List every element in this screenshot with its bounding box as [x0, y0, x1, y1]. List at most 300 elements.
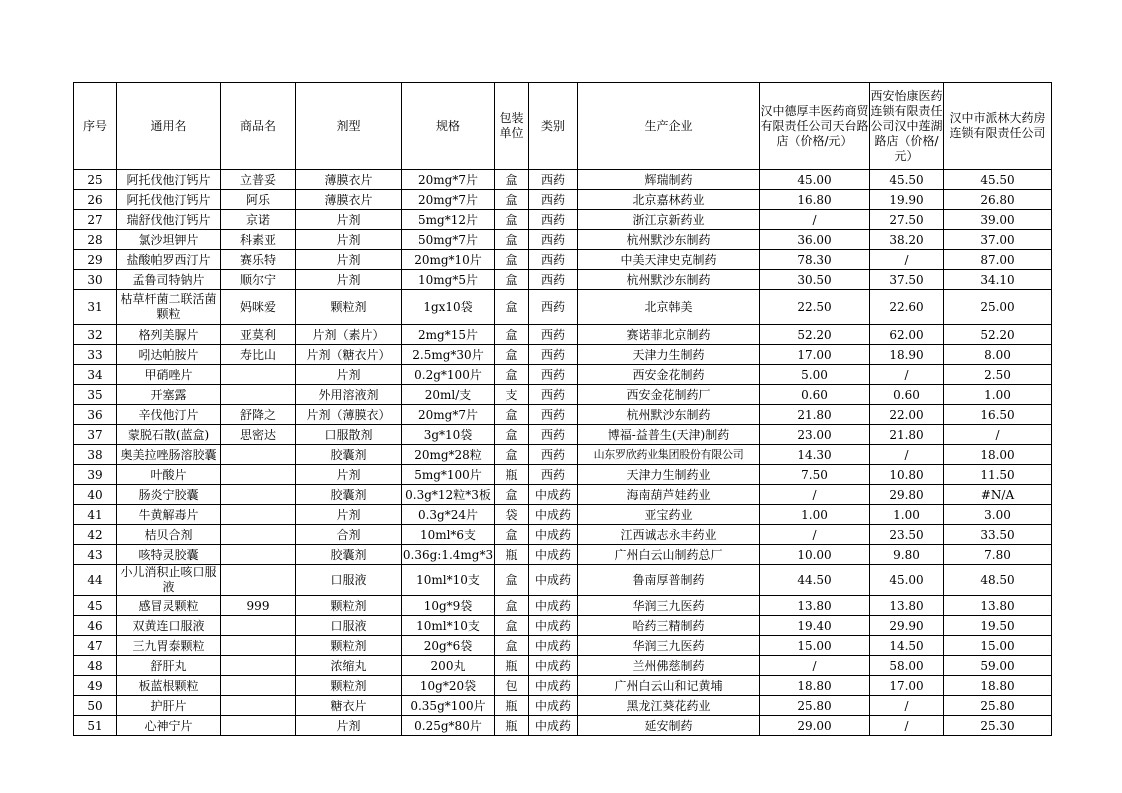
cell-price-pailin: 25.30 — [944, 716, 1052, 736]
cell-price-yikang: / — [870, 445, 944, 465]
cell-price-pailin: 18.00 — [944, 445, 1052, 465]
cell-brand-name: 999 — [221, 596, 296, 616]
cell-category: 中成药 — [529, 485, 578, 505]
cell-price-yikang: 14.50 — [870, 636, 944, 656]
cell-price-dehoufeng: 21.80 — [760, 405, 870, 425]
header-row — [74, 83, 1052, 170]
cell-price-dehoufeng: 52.20 — [760, 325, 870, 345]
cell-dosage-form: 片剂 — [296, 465, 402, 485]
cell-generic-name: 蒙脱石散(蓝盒) — [117, 425, 221, 445]
header-price-pailin: 汉中市派林大药房连锁有限责任公司 — [944, 83, 1052, 170]
cell-pack-unit: 瓶 — [495, 545, 529, 565]
cell-seq: 29 — [74, 250, 117, 270]
cell-generic-name: 心神宁片 — [117, 716, 221, 736]
cell-manufacturer: 北京嘉林药业 — [578, 190, 760, 210]
cell-category: 西药 — [529, 325, 578, 345]
cell-brand-name — [221, 636, 296, 656]
cell-brand-name: 寿比山 — [221, 345, 296, 365]
cell-price-yikang: 22.60 — [870, 290, 944, 325]
cell-pack-unit: 盒 — [495, 170, 529, 190]
header-brand-name: 商品名 — [221, 83, 296, 170]
cell-category: 西药 — [529, 405, 578, 425]
cell-price-pailin: 45.50 — [944, 170, 1052, 190]
cell-price-yikang: 27.50 — [870, 210, 944, 230]
cell-manufacturer: 哈药三精制药 — [578, 616, 760, 636]
table-row — [74, 425, 1052, 445]
cell-seq: 35 — [74, 385, 117, 405]
table-row — [74, 636, 1052, 656]
cell-pack-unit: 盒 — [495, 616, 529, 636]
cell-dosage-form: 颗粒剂 — [296, 676, 402, 696]
cell-brand-name — [221, 465, 296, 485]
cell-manufacturer: 山东罗欣药业集团股份有限公司 — [578, 445, 760, 465]
cell-spec: 200丸 — [402, 656, 495, 676]
cell-price-yikang: 1.00 — [870, 505, 944, 525]
cell-seq: 38 — [74, 445, 117, 465]
cell-price-pailin: 26.80 — [944, 190, 1052, 210]
cell-dosage-form: 胶囊剂 — [296, 545, 402, 565]
cell-pack-unit: 盒 — [495, 405, 529, 425]
table-row — [74, 210, 1052, 230]
cell-price-yikang: 13.80 — [870, 596, 944, 616]
cell-brand-name: 亚莫利 — [221, 325, 296, 345]
cell-pack-unit: 包 — [495, 676, 529, 696]
cell-dosage-form: 颗粒剂 — [296, 596, 402, 616]
table-row — [74, 445, 1052, 465]
cell-pack-unit: 盒 — [495, 565, 529, 596]
cell-category: 中成药 — [529, 696, 578, 716]
cell-brand-name — [221, 565, 296, 596]
cell-dosage-form: 片剂 — [296, 210, 402, 230]
cell-category: 中成药 — [529, 656, 578, 676]
cell-pack-unit: 盒 — [495, 596, 529, 616]
cell-price-yikang: 58.00 — [870, 656, 944, 676]
cell-spec: 5mg*12片 — [402, 210, 495, 230]
cell-seq: 26 — [74, 190, 117, 210]
cell-category: 中成药 — [529, 716, 578, 736]
cell-manufacturer: 江西诚志永丰药业 — [578, 525, 760, 545]
cell-pack-unit: 盒 — [495, 445, 529, 465]
cell-price-pailin: 3.00 — [944, 505, 1052, 525]
table-row — [74, 365, 1052, 385]
cell-price-pailin: 13.80 — [944, 596, 1052, 616]
cell-spec: 20mg*10片 — [402, 250, 495, 270]
cell-price-dehoufeng: 14.30 — [760, 445, 870, 465]
cell-seq: 49 — [74, 676, 117, 696]
cell-generic-name: 枯草杆菌二联活菌颗粒 — [117, 290, 221, 325]
cell-generic-name: 双黄连口服液 — [117, 616, 221, 636]
cell-pack-unit: 盒 — [495, 190, 529, 210]
table-row — [74, 405, 1052, 425]
cell-pack-unit: 瓶 — [495, 656, 529, 676]
cell-pack-unit: 盒 — [495, 485, 529, 505]
cell-generic-name: 阿托伐他汀钙片 — [117, 190, 221, 210]
cell-generic-name: 感冒灵颗粒 — [117, 596, 221, 616]
table-row — [74, 505, 1052, 525]
cell-spec: 0.35g*100片 — [402, 696, 495, 716]
cell-generic-name: 三九胃泰颗粒 — [117, 636, 221, 656]
cell-category: 西药 — [529, 445, 578, 465]
cell-price-pailin: 25.00 — [944, 290, 1052, 325]
cell-pack-unit: 盒 — [495, 210, 529, 230]
cell-seq: 34 — [74, 365, 117, 385]
cell-brand-name — [221, 616, 296, 636]
price-table — [73, 82, 1052, 736]
cell-category: 西药 — [529, 365, 578, 385]
cell-spec: 3g*10袋 — [402, 425, 495, 445]
header-category: 类别 — [529, 83, 578, 170]
cell-generic-name: 格列美脲片 — [117, 325, 221, 345]
cell-pack-unit: 瓶 — [495, 465, 529, 485]
cell-spec: 20mg*7片 — [402, 170, 495, 190]
cell-category: 中成药 — [529, 545, 578, 565]
cell-manufacturer: 延安制药 — [578, 716, 760, 736]
cell-price-dehoufeng: / — [760, 656, 870, 676]
cell-price-dehoufeng: 30.50 — [760, 270, 870, 290]
cell-price-pailin: 37.00 — [944, 230, 1052, 250]
cell-dosage-form: 浓缩丸 — [296, 656, 402, 676]
cell-price-pailin: 2.50 — [944, 365, 1052, 385]
cell-category: 中成药 — [529, 676, 578, 696]
cell-price-pailin: 39.00 — [944, 210, 1052, 230]
cell-price-pailin: 11.50 — [944, 465, 1052, 485]
cell-category: 西药 — [529, 385, 578, 405]
table-row — [74, 716, 1052, 736]
table-row — [74, 616, 1052, 636]
cell-price-pailin: 87.00 — [944, 250, 1052, 270]
cell-spec: 2mg*15片 — [402, 325, 495, 345]
cell-category: 西药 — [529, 230, 578, 250]
header-spec: 规格 — [402, 83, 495, 170]
cell-dosage-form: 片剂 — [296, 230, 402, 250]
cell-price-yikang: 9.80 — [870, 545, 944, 565]
cell-pack-unit: 盒 — [495, 425, 529, 445]
cell-manufacturer: 西安金花制药 — [578, 365, 760, 385]
cell-seq: 30 — [74, 270, 117, 290]
header-generic-name: 通用名 — [117, 83, 221, 170]
cell-generic-name: 孟鲁司特钠片 — [117, 270, 221, 290]
cell-dosage-form: 糖衣片 — [296, 696, 402, 716]
table-body — [74, 170, 1052, 736]
cell-brand-name: 顺尔宁 — [221, 270, 296, 290]
cell-manufacturer: 兰州佛慈制药 — [578, 656, 760, 676]
cell-price-dehoufeng: 19.40 — [760, 616, 870, 636]
cell-brand-name: 立普妥 — [221, 170, 296, 190]
cell-price-yikang: 37.50 — [870, 270, 944, 290]
table-row — [74, 170, 1052, 190]
cell-brand-name — [221, 485, 296, 505]
cell-price-pailin: #N/A — [944, 485, 1052, 505]
cell-price-yikang: 62.00 — [870, 325, 944, 345]
cell-price-pailin: 18.80 — [944, 676, 1052, 696]
cell-dosage-form: 胶囊剂 — [296, 485, 402, 505]
cell-generic-name: 肠炎宁胶囊 — [117, 485, 221, 505]
cell-spec: 10ml*10支 — [402, 565, 495, 596]
cell-spec: 10mg*5片 — [402, 270, 495, 290]
cell-price-pailin: 8.00 — [944, 345, 1052, 365]
cell-pack-unit: 支 — [495, 385, 529, 405]
cell-price-pailin: 25.80 — [944, 696, 1052, 716]
cell-price-dehoufeng: 23.00 — [760, 425, 870, 445]
cell-brand-name — [221, 385, 296, 405]
cell-price-dehoufeng: / — [760, 210, 870, 230]
cell-seq: 42 — [74, 525, 117, 545]
cell-generic-name: 奥美拉唑肠溶胶囊 — [117, 445, 221, 465]
cell-generic-name: 盐酸帕罗西汀片 — [117, 250, 221, 270]
cell-dosage-form: 片剂 — [296, 365, 402, 385]
cell-brand-name: 京诺 — [221, 210, 296, 230]
cell-brand-name — [221, 365, 296, 385]
cell-price-yikang: / — [870, 696, 944, 716]
cell-price-pailin: / — [944, 425, 1052, 445]
cell-generic-name: 甲硝唑片 — [117, 365, 221, 385]
cell-brand-name — [221, 545, 296, 565]
table-row — [74, 345, 1052, 365]
cell-generic-name: 咳特灵胶囊 — [117, 545, 221, 565]
cell-price-yikang: 45.50 — [870, 170, 944, 190]
cell-spec: 20g*6袋 — [402, 636, 495, 656]
cell-price-yikang: 29.80 — [870, 485, 944, 505]
table-row — [74, 465, 1052, 485]
cell-price-pailin: 34.10 — [944, 270, 1052, 290]
cell-spec: 0.2g*100片 — [402, 365, 495, 385]
cell-price-dehoufeng: 78.30 — [760, 250, 870, 270]
cell-dosage-form: 外用溶液剂 — [296, 385, 402, 405]
cell-brand-name: 妈咪爱 — [221, 290, 296, 325]
table-row — [74, 656, 1052, 676]
cell-price-yikang: 21.80 — [870, 425, 944, 445]
cell-price-dehoufeng: / — [760, 485, 870, 505]
cell-manufacturer: 广州白云山和记黄埔 — [578, 676, 760, 696]
cell-dosage-form: 片剂 — [296, 250, 402, 270]
header-manufacturer: 生产企业 — [578, 83, 760, 170]
cell-seq: 50 — [74, 696, 117, 716]
cell-price-yikang: 29.90 — [870, 616, 944, 636]
cell-manufacturer: 亚宝药业 — [578, 505, 760, 525]
cell-brand-name: 阿乐 — [221, 190, 296, 210]
cell-brand-name — [221, 525, 296, 545]
cell-category: 西药 — [529, 270, 578, 290]
cell-price-yikang: / — [870, 365, 944, 385]
cell-manufacturer: 北京韩美 — [578, 290, 760, 325]
cell-manufacturer: 辉瑞制药 — [578, 170, 760, 190]
cell-pack-unit: 瓶 — [495, 716, 529, 736]
cell-spec: 0.3g*12粒*3板 — [402, 485, 495, 505]
cell-seq: 32 — [74, 325, 117, 345]
cell-generic-name: 护肝片 — [117, 696, 221, 716]
table-row — [74, 325, 1052, 345]
cell-seq: 47 — [74, 636, 117, 656]
cell-category: 西药 — [529, 425, 578, 445]
cell-dosage-form: 胶囊剂 — [296, 445, 402, 465]
cell-seq: 25 — [74, 170, 117, 190]
cell-dosage-form: 薄膜衣片 — [296, 190, 402, 210]
cell-category: 西药 — [529, 210, 578, 230]
cell-seq: 36 — [74, 405, 117, 425]
header-seq: 序号 — [74, 83, 117, 170]
cell-pack-unit: 盒 — [495, 290, 529, 325]
cell-price-yikang: 38.20 — [870, 230, 944, 250]
cell-seq: 44 — [74, 565, 117, 596]
cell-generic-name: 开塞露 — [117, 385, 221, 405]
table-row — [74, 290, 1052, 325]
cell-price-pailin: 48.50 — [944, 565, 1052, 596]
cell-price-yikang: 19.90 — [870, 190, 944, 210]
cell-manufacturer: 中美天津史克制药 — [578, 250, 760, 270]
cell-price-dehoufeng: 1.00 — [760, 505, 870, 525]
cell-price-yikang: 18.90 — [870, 345, 944, 365]
cell-seq: 28 — [74, 230, 117, 250]
table-row — [74, 676, 1052, 696]
cell-price-dehoufeng: 36.00 — [760, 230, 870, 250]
cell-pack-unit: 盒 — [495, 325, 529, 345]
cell-manufacturer: 杭州默沙东制药 — [578, 405, 760, 425]
cell-price-pailin: 15.00 — [944, 636, 1052, 656]
cell-price-dehoufeng: 22.50 — [760, 290, 870, 325]
cell-dosage-form: 薄膜衣片 — [296, 170, 402, 190]
cell-dosage-form: 口服液 — [296, 565, 402, 596]
cell-generic-name: 吲达帕胺片 — [117, 345, 221, 365]
cell-manufacturer: 赛诺菲北京制药 — [578, 325, 760, 345]
cell-spec: 20ml/支 — [402, 385, 495, 405]
cell-pack-unit: 盒 — [495, 345, 529, 365]
header-dosage-form: 剂型 — [296, 83, 402, 170]
cell-category: 西药 — [529, 345, 578, 365]
cell-brand-name — [221, 696, 296, 716]
cell-seq: 45 — [74, 596, 117, 616]
cell-category: 西药 — [529, 190, 578, 210]
cell-price-dehoufeng: 13.80 — [760, 596, 870, 616]
table-row — [74, 270, 1052, 290]
cell-price-yikang: 0.60 — [870, 385, 944, 405]
cell-manufacturer: 华润三九医药 — [578, 596, 760, 616]
cell-brand-name: 科素亚 — [221, 230, 296, 250]
cell-pack-unit: 盒 — [495, 525, 529, 545]
cell-brand-name: 赛乐特 — [221, 250, 296, 270]
cell-spec: 2.5mg*30片 — [402, 345, 495, 365]
cell-generic-name: 牛黄解毒片 — [117, 505, 221, 525]
cell-seq: 41 — [74, 505, 117, 525]
cell-price-dehoufeng: 0.60 — [760, 385, 870, 405]
cell-price-dehoufeng: 10.00 — [760, 545, 870, 565]
cell-brand-name: 舒降之 — [221, 405, 296, 425]
table-row — [74, 565, 1052, 596]
cell-seq: 27 — [74, 210, 117, 230]
cell-generic-name: 桔贝合剂 — [117, 525, 221, 545]
cell-generic-name: 板蓝根颗粒 — [117, 676, 221, 696]
cell-price-pailin: 59.00 — [944, 656, 1052, 676]
cell-seq: 51 — [74, 716, 117, 736]
table-row — [74, 545, 1052, 565]
cell-seq: 40 — [74, 485, 117, 505]
cell-brand-name — [221, 445, 296, 465]
cell-price-pailin: 7.80 — [944, 545, 1052, 565]
header-price-dehoufeng: 汉中德厚丰医药商贸有限责任公司天台路店（价格/元） — [760, 83, 870, 170]
cell-spec: 10g*9袋 — [402, 596, 495, 616]
cell-brand-name — [221, 676, 296, 696]
cell-price-dehoufeng: 5.00 — [760, 365, 870, 385]
cell-generic-name: 叶酸片 — [117, 465, 221, 485]
cell-spec: 0.3g*24片 — [402, 505, 495, 525]
cell-price-yikang: 45.00 — [870, 565, 944, 596]
cell-dosage-form: 片剂（薄膜衣） — [296, 405, 402, 425]
cell-manufacturer: 海南葫芦娃药业 — [578, 485, 760, 505]
cell-manufacturer: 杭州默沙东制药 — [578, 270, 760, 290]
cell-seq: 37 — [74, 425, 117, 445]
cell-price-dehoufeng: 16.80 — [760, 190, 870, 210]
cell-category: 西药 — [529, 250, 578, 270]
cell-seq: 46 — [74, 616, 117, 636]
cell-category: 西药 — [529, 465, 578, 485]
header-price-yikang: 西安怡康医药连锁有限责任公司汉中莲湖路店（价格/元） — [870, 83, 944, 170]
cell-pack-unit: 瓶 — [495, 696, 529, 716]
table-row — [74, 485, 1052, 505]
cell-manufacturer: 天津力生制药 — [578, 345, 760, 365]
cell-price-dehoufeng: 17.00 — [760, 345, 870, 365]
cell-category: 中成药 — [529, 596, 578, 616]
cell-manufacturer: 鲁南厚普制药 — [578, 565, 760, 596]
cell-generic-name: 辛伐他汀片 — [117, 405, 221, 425]
table-row — [74, 696, 1052, 716]
cell-spec: 20mg*7片 — [402, 190, 495, 210]
cell-price-yikang: / — [870, 716, 944, 736]
cell-generic-name: 瑞舒伐他汀钙片 — [117, 210, 221, 230]
cell-price-pailin: 19.50 — [944, 616, 1052, 636]
cell-pack-unit: 盒 — [495, 230, 529, 250]
cell-category: 中成药 — [529, 505, 578, 525]
cell-brand-name: 思密达 — [221, 425, 296, 445]
cell-generic-name: 小儿消积止咳口服液 — [117, 565, 221, 596]
cell-pack-unit: 盒 — [495, 365, 529, 385]
cell-manufacturer: 西安金花制药厂 — [578, 385, 760, 405]
cell-dosage-form: 颗粒剂 — [296, 636, 402, 656]
cell-price-dehoufeng: 18.80 — [760, 676, 870, 696]
cell-spec: 0.36g:1.4mg*3 — [402, 545, 495, 565]
cell-seq: 43 — [74, 545, 117, 565]
cell-price-yikang: 23.50 — [870, 525, 944, 545]
cell-category: 中成药 — [529, 616, 578, 636]
cell-dosage-form: 合剂 — [296, 525, 402, 545]
cell-spec: 5mg*100片 — [402, 465, 495, 485]
table-row — [74, 250, 1052, 270]
cell-price-pailin: 33.50 — [944, 525, 1052, 545]
table-row — [74, 596, 1052, 616]
cell-manufacturer: 黑龙江葵花药业 — [578, 696, 760, 716]
cell-pack-unit: 盒 — [495, 270, 529, 290]
cell-price-dehoufeng: 25.80 — [760, 696, 870, 716]
cell-price-yikang: 10.80 — [870, 465, 944, 485]
cell-category: 中成药 — [529, 525, 578, 545]
cell-pack-unit: 盒 — [495, 250, 529, 270]
cell-seq: 48 — [74, 656, 117, 676]
cell-price-dehoufeng: 44.50 — [760, 565, 870, 596]
cell-brand-name — [221, 656, 296, 676]
cell-dosage-form: 片剂 — [296, 270, 402, 290]
cell-brand-name — [221, 716, 296, 736]
cell-spec: 20mg*28粒 — [402, 445, 495, 465]
cell-price-dehoufeng: / — [760, 525, 870, 545]
cell-manufacturer: 博福-益普生(天津)制药 — [578, 425, 760, 445]
cell-seq: 39 — [74, 465, 117, 485]
cell-category: 西药 — [529, 290, 578, 325]
cell-spec: 1gx10袋 — [402, 290, 495, 325]
cell-dosage-form: 口服散剂 — [296, 425, 402, 445]
table-row — [74, 525, 1052, 545]
cell-spec: 10g*20袋 — [402, 676, 495, 696]
cell-price-pailin: 16.50 — [944, 405, 1052, 425]
cell-price-dehoufeng: 29.00 — [760, 716, 870, 736]
cell-price-yikang: 22.00 — [870, 405, 944, 425]
